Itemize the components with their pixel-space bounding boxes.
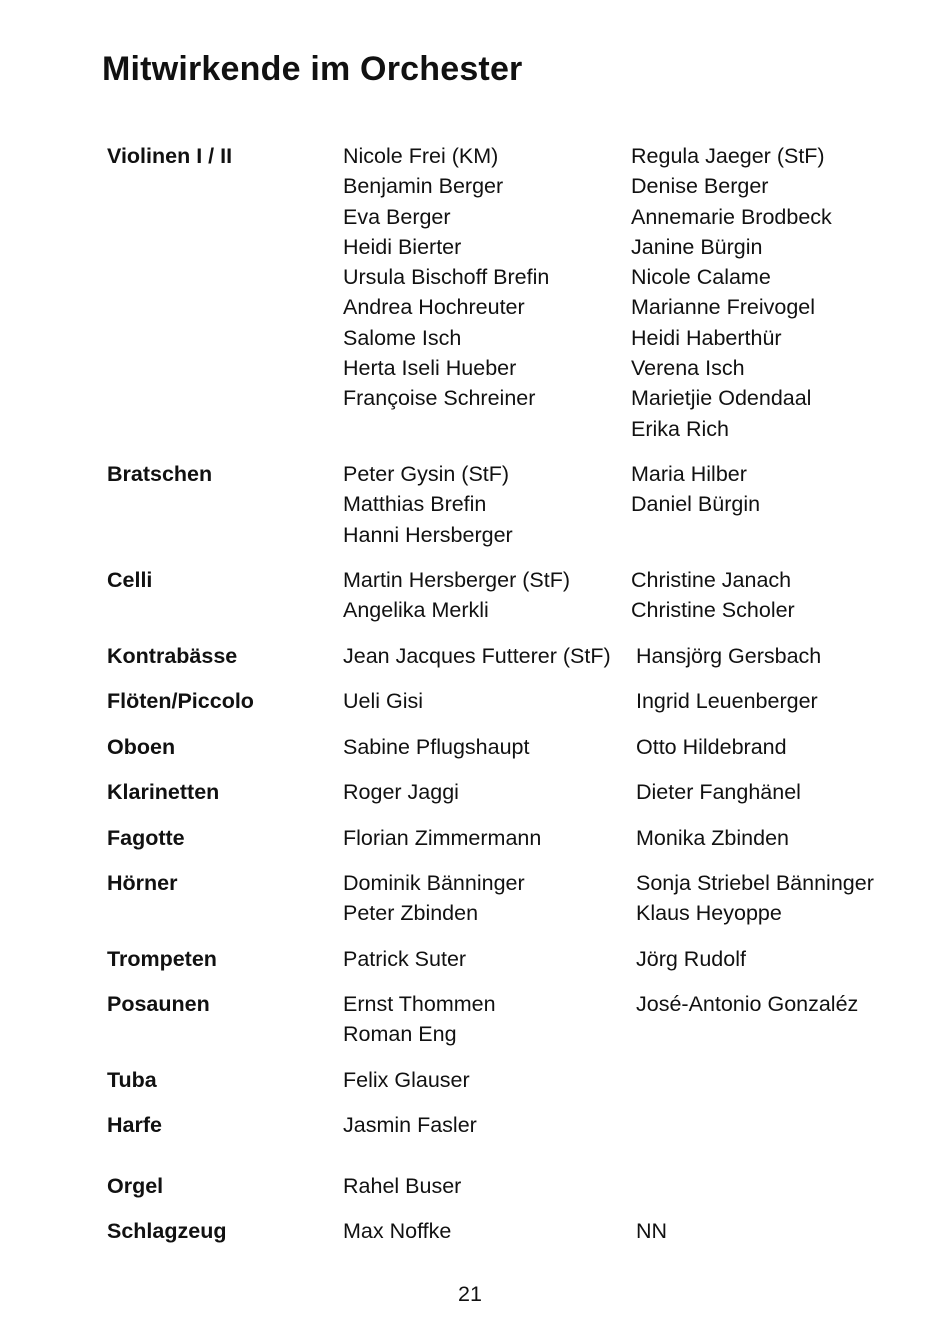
names-column-2	[636, 686, 818, 716]
names-column-1	[343, 1110, 477, 1140]
names-column-1	[343, 823, 541, 853]
names-column-1	[343, 641, 611, 671]
musician-name: Sonja Striebel Bänninger	[636, 871, 874, 895]
musician-name: Janine Bürgin	[631, 234, 763, 259]
musician-name: Max Noffke	[343, 1219, 452, 1243]
names-column-1	[343, 1171, 461, 1201]
names-column-1	[343, 1065, 470, 1095]
musician-name: Christine Janach	[631, 568, 792, 592]
names-column-1	[343, 868, 525, 929]
musician-name: Erika Rich	[631, 416, 729, 441]
names-column-2	[636, 944, 746, 974]
names-column-2	[636, 641, 821, 671]
names-column-1	[343, 777, 459, 807]
instrument-label: Oboen	[107, 735, 176, 759]
instrument-label: Hörner	[107, 871, 178, 895]
musician-name: Ursula Bischoff Brefin	[343, 265, 550, 290]
musician-name: Martin Hersberger (StF)	[343, 568, 570, 592]
musician-name: Marietjie Odendaal	[631, 386, 812, 411]
names-column-2	[636, 777, 801, 807]
instrument-label: Trompeten	[107, 947, 217, 971]
musician-name: Jasmin Fasler	[343, 1113, 477, 1137]
musician-name: Klaus Heyoppe	[636, 901, 782, 926]
musician-name: Dieter Fanghänel	[636, 780, 801, 804]
musician-name: Roger Jaggi	[343, 780, 459, 804]
musician-name: Maria Hilber	[631, 462, 747, 486]
musician-name: NN	[636, 1219, 668, 1243]
names-column-1	[343, 732, 529, 762]
page-number: 21	[458, 1282, 482, 1306]
names-column-2	[631, 459, 760, 520]
names-column-1	[343, 1216, 451, 1246]
instrument-label: Fagotte	[107, 826, 185, 850]
names-column-2	[631, 565, 795, 626]
musician-name: Andrea Hochreuter	[343, 295, 525, 320]
musician-name: Ernst Thommen	[343, 992, 496, 1016]
musician-name: Françoise Schreiner	[343, 386, 536, 411]
names-column-1	[343, 989, 496, 1050]
instrument-label: Posaunen	[107, 992, 210, 1016]
instrument-label: Bratschen	[107, 462, 213, 486]
musician-name: Hansjörg Gersbach	[636, 644, 822, 668]
musician-name: Jean Jacques Futterer (StF)	[343, 644, 611, 668]
names-column-1	[343, 141, 549, 414]
instrument-label: Violinen I / II	[107, 144, 233, 168]
musician-name: Annemarie Brodbeck	[631, 204, 832, 229]
musician-name: Heidi Haberthür	[631, 325, 782, 350]
names-column-1	[343, 686, 423, 716]
names-column-2	[636, 732, 787, 762]
names-column-2	[636, 823, 789, 853]
musician-name: Christine Scholer	[631, 598, 795, 623]
names-column-2	[636, 1216, 667, 1246]
musician-name: Nicole Frei (KM)	[343, 144, 499, 168]
instrument-label: Flöten/Piccolo	[107, 689, 254, 713]
instrument-label: Tuba	[107, 1068, 157, 1092]
musician-name: Monika Zbinden	[636, 826, 789, 850]
musician-name: Nicole Calame	[631, 265, 771, 290]
names-column-1	[343, 565, 570, 626]
musician-name: Roman Eng	[343, 1022, 457, 1047]
instrument-label: Orgel	[107, 1174, 164, 1198]
musician-name: Regula Jaeger (StF)	[631, 144, 825, 168]
musician-name: Jörg Rudolf	[636, 947, 746, 971]
musician-name: Hanni Hersberger	[343, 522, 513, 547]
musician-name: Salome Isch	[343, 325, 462, 350]
musician-name: Heidi Bierter	[343, 234, 462, 259]
musician-name: Ueli Gisi	[343, 689, 424, 713]
instrument-label: Celli	[107, 568, 153, 592]
musician-name: Patrick Suter	[343, 947, 467, 971]
musician-name: Felix Glauser	[343, 1068, 470, 1092]
instrument-label: Harfe	[107, 1113, 162, 1137]
names-column-2	[631, 141, 832, 444]
musician-name: Angelika Merkli	[343, 598, 489, 623]
musician-name: Otto Hildebrand	[636, 735, 787, 759]
names-column-2	[636, 989, 858, 1019]
instrument-label: Kontrabässe	[107, 644, 238, 668]
musician-name: Daniel Bürgin	[631, 492, 761, 517]
musician-name: Herta Iseli Hueber	[343, 356, 517, 381]
musician-name: Florian Zimmermann	[343, 826, 542, 850]
musician-name: Eva Berger	[343, 204, 451, 229]
names-column-1	[343, 944, 466, 974]
instrument-label: Schlagzeug	[107, 1219, 227, 1243]
musician-name: Denise Berger	[631, 174, 769, 199]
instrument-label: Klarinetten	[107, 780, 220, 804]
musician-name: Matthias Brefin	[343, 492, 487, 517]
names-column-1	[343, 459, 513, 550]
musician-name: Benjamin Berger	[343, 174, 504, 199]
page-title: Mitwirkende im Orchester	[102, 50, 523, 88]
musician-name: Peter Zbinden	[343, 901, 479, 926]
musician-name: Dominik Bänninger	[343, 871, 525, 895]
musician-name: Peter Gysin (StF)	[343, 462, 510, 486]
musician-name: Ingrid Leuenberger	[636, 689, 818, 713]
names-column-2	[636, 868, 874, 929]
musician-name: José-Antonio Gonzaléz	[636, 992, 859, 1016]
musician-name: Sabine Pflugshaupt	[343, 735, 530, 759]
musician-name: Verena Isch	[631, 356, 745, 381]
musician-name: Marianne Freivogel	[631, 295, 816, 320]
musician-name: Rahel Buser	[343, 1174, 462, 1198]
